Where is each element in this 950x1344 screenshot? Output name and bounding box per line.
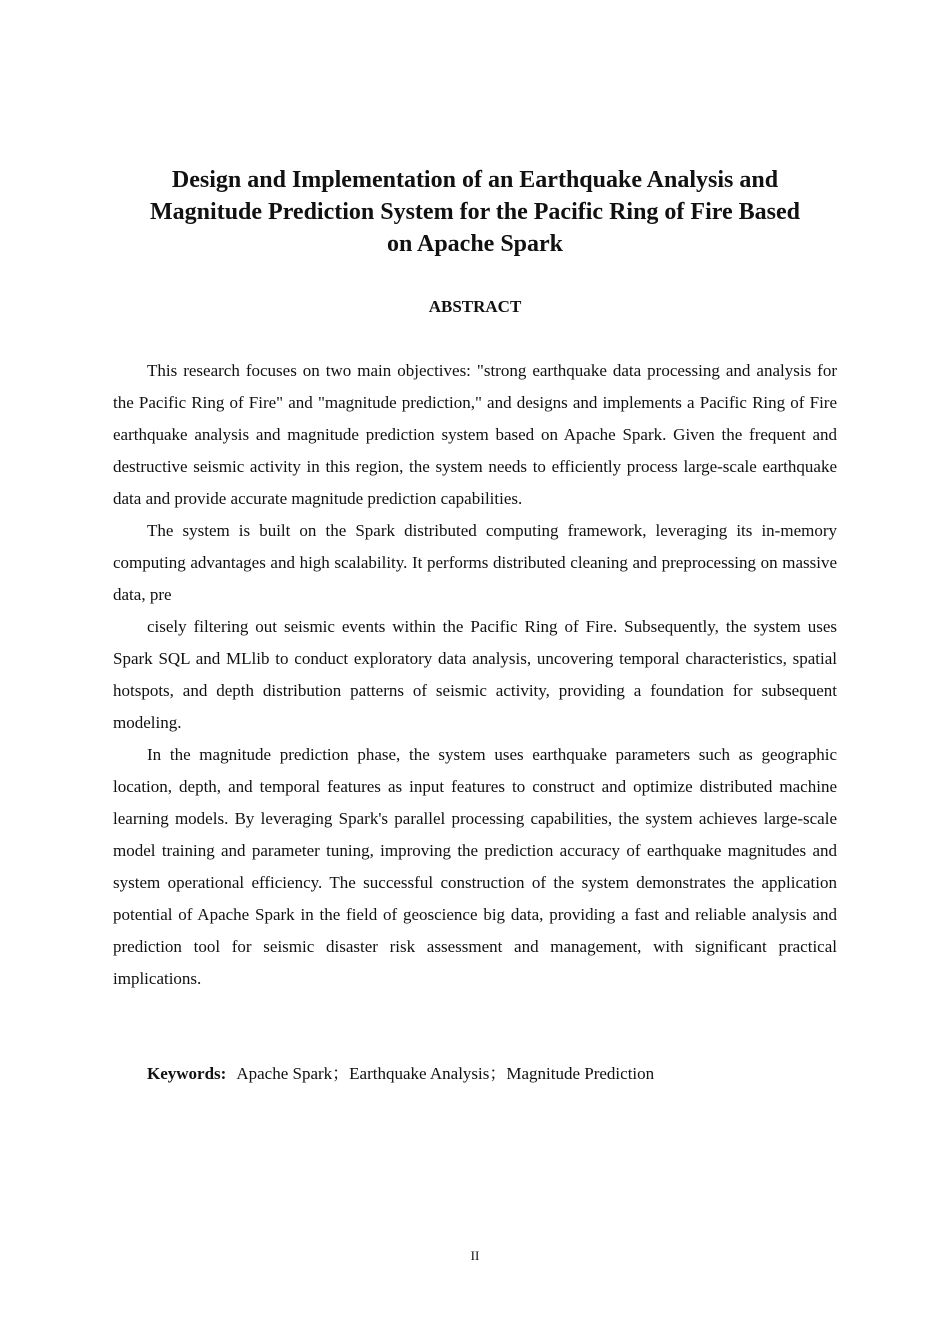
title-line: Design and Implementation of an Earthquake Analysis and [171,167,779,193]
abstract-paragraph: The system is built on the Spark distributed computing framework, leveraging its in-memory computing advantages and high scalability. It performs distributed cleaning and preprocessing on massive data, pre [113,521,837,604]
title-line: on Apache Spark [386,231,564,257]
abstract-body [113,355,837,995]
abstract-heading: ABSTRACT [428,297,522,316]
abstract-paragraph: This research focuses on two main objectives: "strong earthquake data processing and analysis for the Pacific Ring of Fire" and "magnitude prediction," and designs and implements a Pacific Ring of Fire earthquake analysis and magnitude prediction system based on Apache Spark. Given the frequent and destructive seismic activity in this region, the system needs to efficiently process large-scale earthquake data and provide accurate magnitude prediction capabilities. [113,361,837,508]
page-number: II [470,1248,480,1263]
keywords-label: Keywords: [147,1064,227,1083]
keywords-value: Apache Spark；Earthquake Analysis；Magnitude Prediction [236,1064,655,1083]
title-line: Magnitude Prediction System for the Pacific Ring of Fire Based [150,199,800,225]
abstract-paragraph: cisely filtering out seismic events within the Pacific Ring of Fire. Subsequently, the system uses Spark SQL and MLlib to conduct exploratory data analysis, uncovering temporal characteristics, spatial hotspots, and depth distribution patterns of seismic activity, providing a foundation for subsequent modeling. [113,617,837,732]
document-title [100,164,850,260]
abstract-paragraph: In the magnitude prediction phase, the system uses earthquake parameters such as geographic location, depth, and temporal features as input features to construct and optimize distributed machine learning models. By leveraging Spark's parallel processing capabilities, the system achieves large-scale model training and parameter tuning, improving the prediction accuracy of earthquake magnitudes and system operational efficiency. The successful construction of the system demonstrates the application potential of Apache Spark in the field of geoscience big data, providing a fast and reliable analysis and prediction tool for seismic disaster risk assessment and management, with significant practical implications. [113,745,837,988]
keywords-line [147,1058,654,1090]
